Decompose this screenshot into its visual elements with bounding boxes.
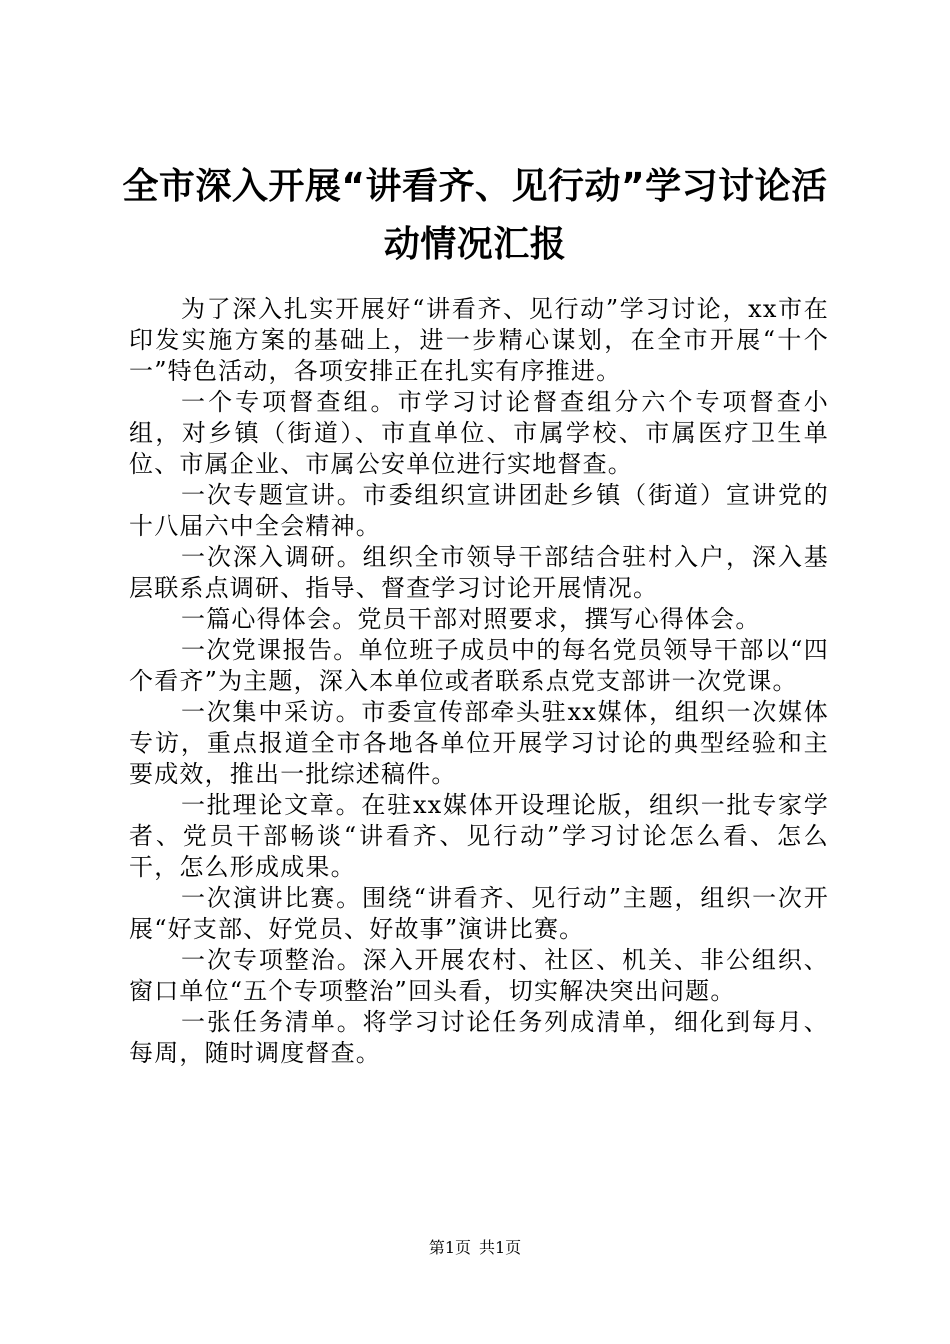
paragraph-inspection-group: 一个专项督查组。市学习讨论督查组分六个专项督查小组，对乡镇（街道）、市直单位、市属学校、市属医疗卫生单位、市属企业、市属公安单位进行实地督查。 [129,388,829,478]
page-total: 共1页 [479,1238,522,1257]
paragraph-speech-contest: 一次演讲比赛。围绕“讲看齐、见行动”主题，组织一次开展“好支部、好党员、好故事”演讲比赛。 [129,884,829,943]
page-footer [0,1238,950,1258]
paragraph-party-lecture: 一次党课报告。单位班子成员中的每名党员领导干部以“四个看齐”为主题，深入本单位或者联系点党支部讲一次党课。 [129,636,829,695]
document-body [129,294,829,1069]
paragraph-task-list: 一张任务清单。将学习讨论任务列成清单，细化到每月、每周，随时调度督查。 [129,1008,829,1067]
document-title: 全市深入开展“讲看齐、见行动”学习讨论活动情况汇报 [122,166,828,265]
page-number: 第1页 [428,1238,471,1257]
paragraph-in-depth-research: 一次深入调研。组织全市领导干部结合驻村入户，深入基层联系点调研、指导、督查学习讨论开展情况。 [129,543,829,602]
paragraph-special-rectification: 一次专项整治。深入开展农村、社区、机关、非公组织、窗口单位“五个专项整治”回头看，切实解决突出问题。 [129,946,829,1005]
paragraph-media-interview: 一次集中采访。市委宣传部牵头驻xx媒体，组织一次媒体专访，重点报道全市各地各单位开展学习讨论的典型经验和主要成效，推出一批综述稿件。 [129,698,829,788]
paragraph-intro: 为了深入扎实开展好“讲看齐、见行动”学习讨论，xx市在印发实施方案的基础上，进一步精心谋划，在全市开展“十个一”特色活动，各项安排正在扎实有序推进。 [129,295,829,385]
paragraph-reflection-essay: 一篇心得体会。党员干部对照要求，撰写心得体会。 [181,605,761,633]
paragraph-theory-articles: 一批理论文章。在驻xx媒体开设理论版，组织一批专家学者、党员干部畅谈“讲看齐、见行动”学习讨论怎么看、怎么干，怎么形成成果。 [129,791,829,881]
paragraph-special-lecture: 一次专题宣讲。市委组织宣讲团赴乡镇（街道）宣讲党的十八届六中全会精神。 [129,481,829,540]
